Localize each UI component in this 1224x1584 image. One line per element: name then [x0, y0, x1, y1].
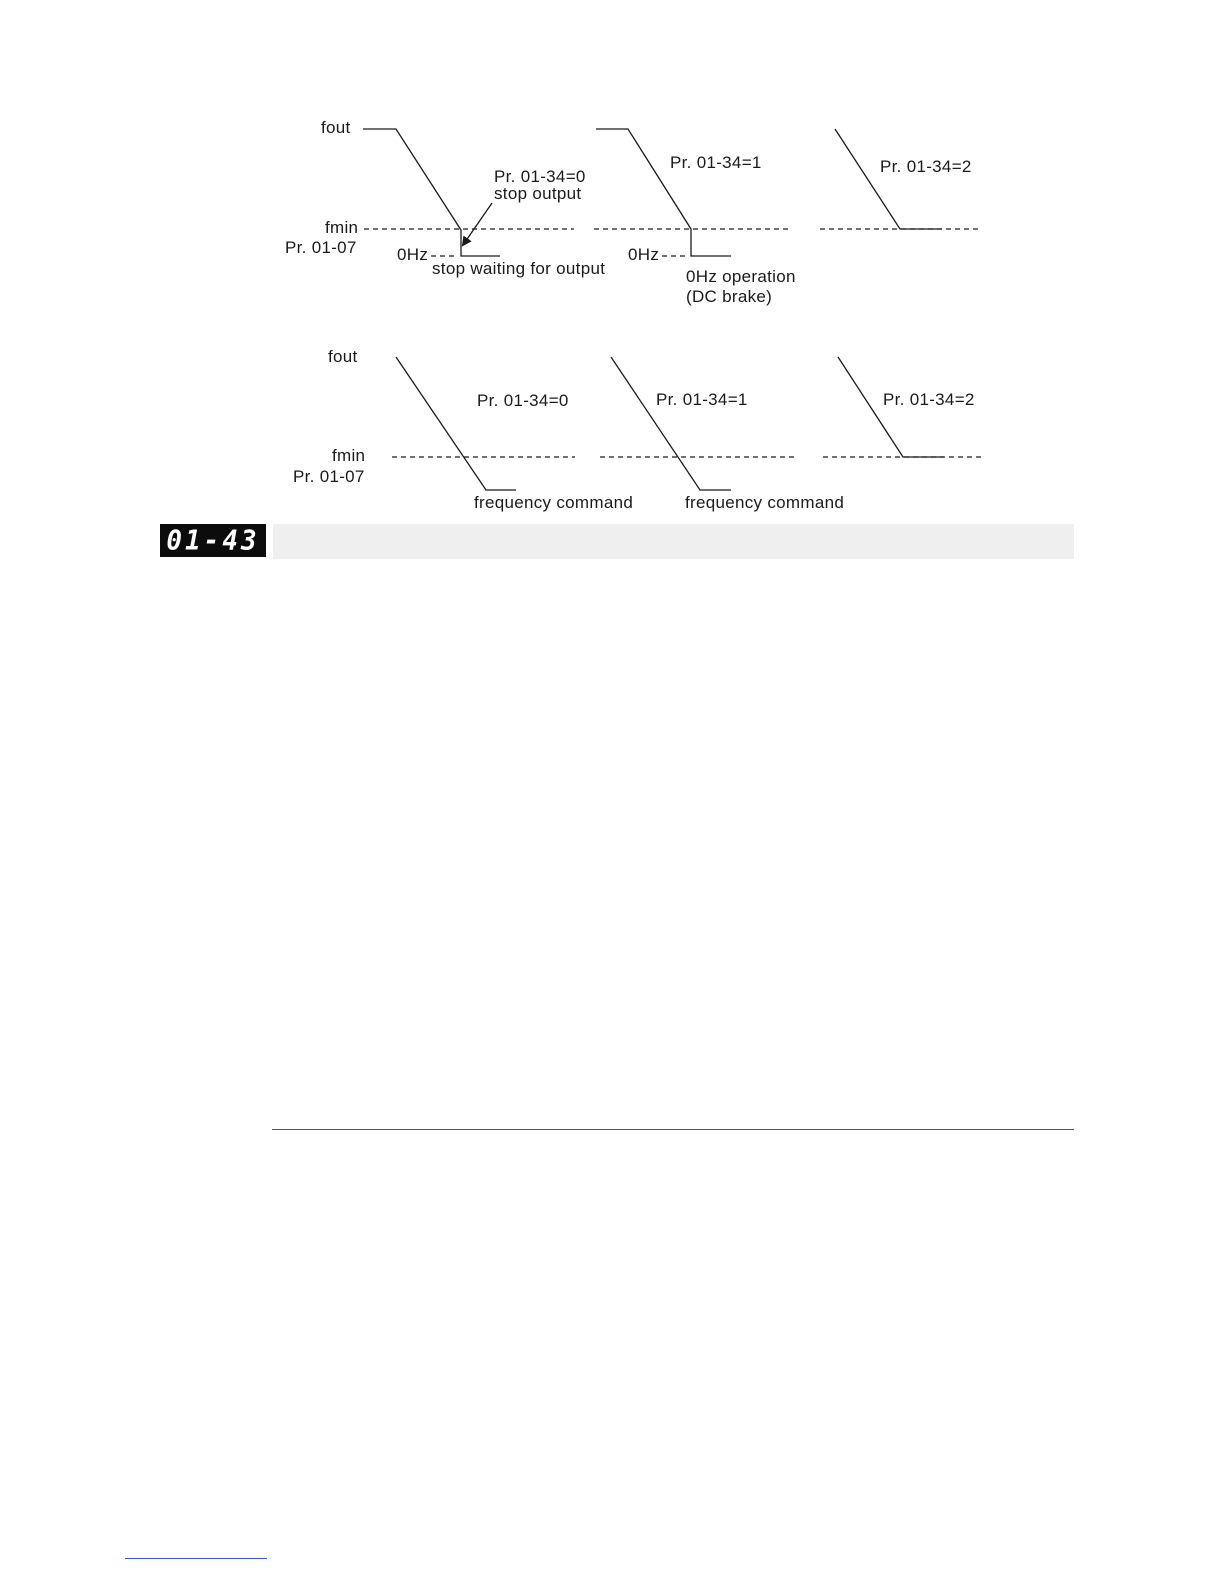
section-divider	[272, 1129, 1074, 1130]
footnote-divider	[125, 1558, 267, 1559]
top-case0-label: Pr. 01-34=0	[494, 167, 586, 186]
bottom-pr0107-label: Pr. 01-07	[293, 467, 365, 486]
bottom-case-1	[600, 357, 844, 512]
bottom-case0-label: Pr. 01-34=0	[477, 391, 569, 410]
top-case1-label: Pr. 01-34=1	[670, 153, 762, 172]
bottom-case2-label: Pr. 01-34=2	[883, 390, 975, 409]
top-pr0107-label: Pr. 01-07	[285, 238, 357, 257]
bottom-case1-note: frequency command	[685, 493, 845, 512]
parameter-header	[160, 524, 1074, 559]
top-case1-note-line2: (DC brake)	[686, 287, 773, 306]
bottom-case1-curve	[611, 357, 731, 490]
top-case-2	[820, 129, 980, 229]
bottom-row-diagram	[293, 347, 982, 512]
top-case0-curve	[363, 129, 500, 256]
bottom-case0-curve	[396, 357, 516, 490]
top-case1-curve	[596, 129, 731, 256]
parameter-code-badge	[160, 524, 266, 557]
bottom-case1-label: Pr. 01-34=1	[656, 390, 748, 409]
top-case2-label: Pr. 01-34=2	[880, 157, 972, 176]
top-fmin-label: fmin	[325, 218, 359, 237]
top-case-1	[594, 129, 796, 306]
top-case-0	[363, 129, 605, 278]
top-case2-curve	[835, 129, 942, 229]
bottom-fout-label: fout	[328, 347, 358, 366]
parameter-title-bar	[273, 524, 1074, 559]
stop-behavior-diagram	[0, 0, 1224, 560]
stop-output-arrow	[463, 203, 492, 245]
top-case1-note-line1: 0Hz operation	[686, 267, 796, 286]
bottom-fmin-label: fmin	[332, 446, 366, 465]
top-case1-zero-label: 0Hz	[628, 245, 660, 264]
top-case0-note: stop waiting for output	[432, 259, 606, 278]
top-row-diagram	[285, 118, 980, 306]
bottom-case0-note: frequency command	[474, 493, 634, 512]
bottom-case-2	[823, 357, 982, 457]
parameter-code: 01-43	[166, 524, 260, 557]
top-case0-zero-label: 0Hz	[397, 245, 429, 264]
bottom-case-0	[392, 357, 633, 512]
top-fout-label: fout	[321, 118, 351, 137]
top-case0-sublabel: stop output	[494, 184, 582, 203]
